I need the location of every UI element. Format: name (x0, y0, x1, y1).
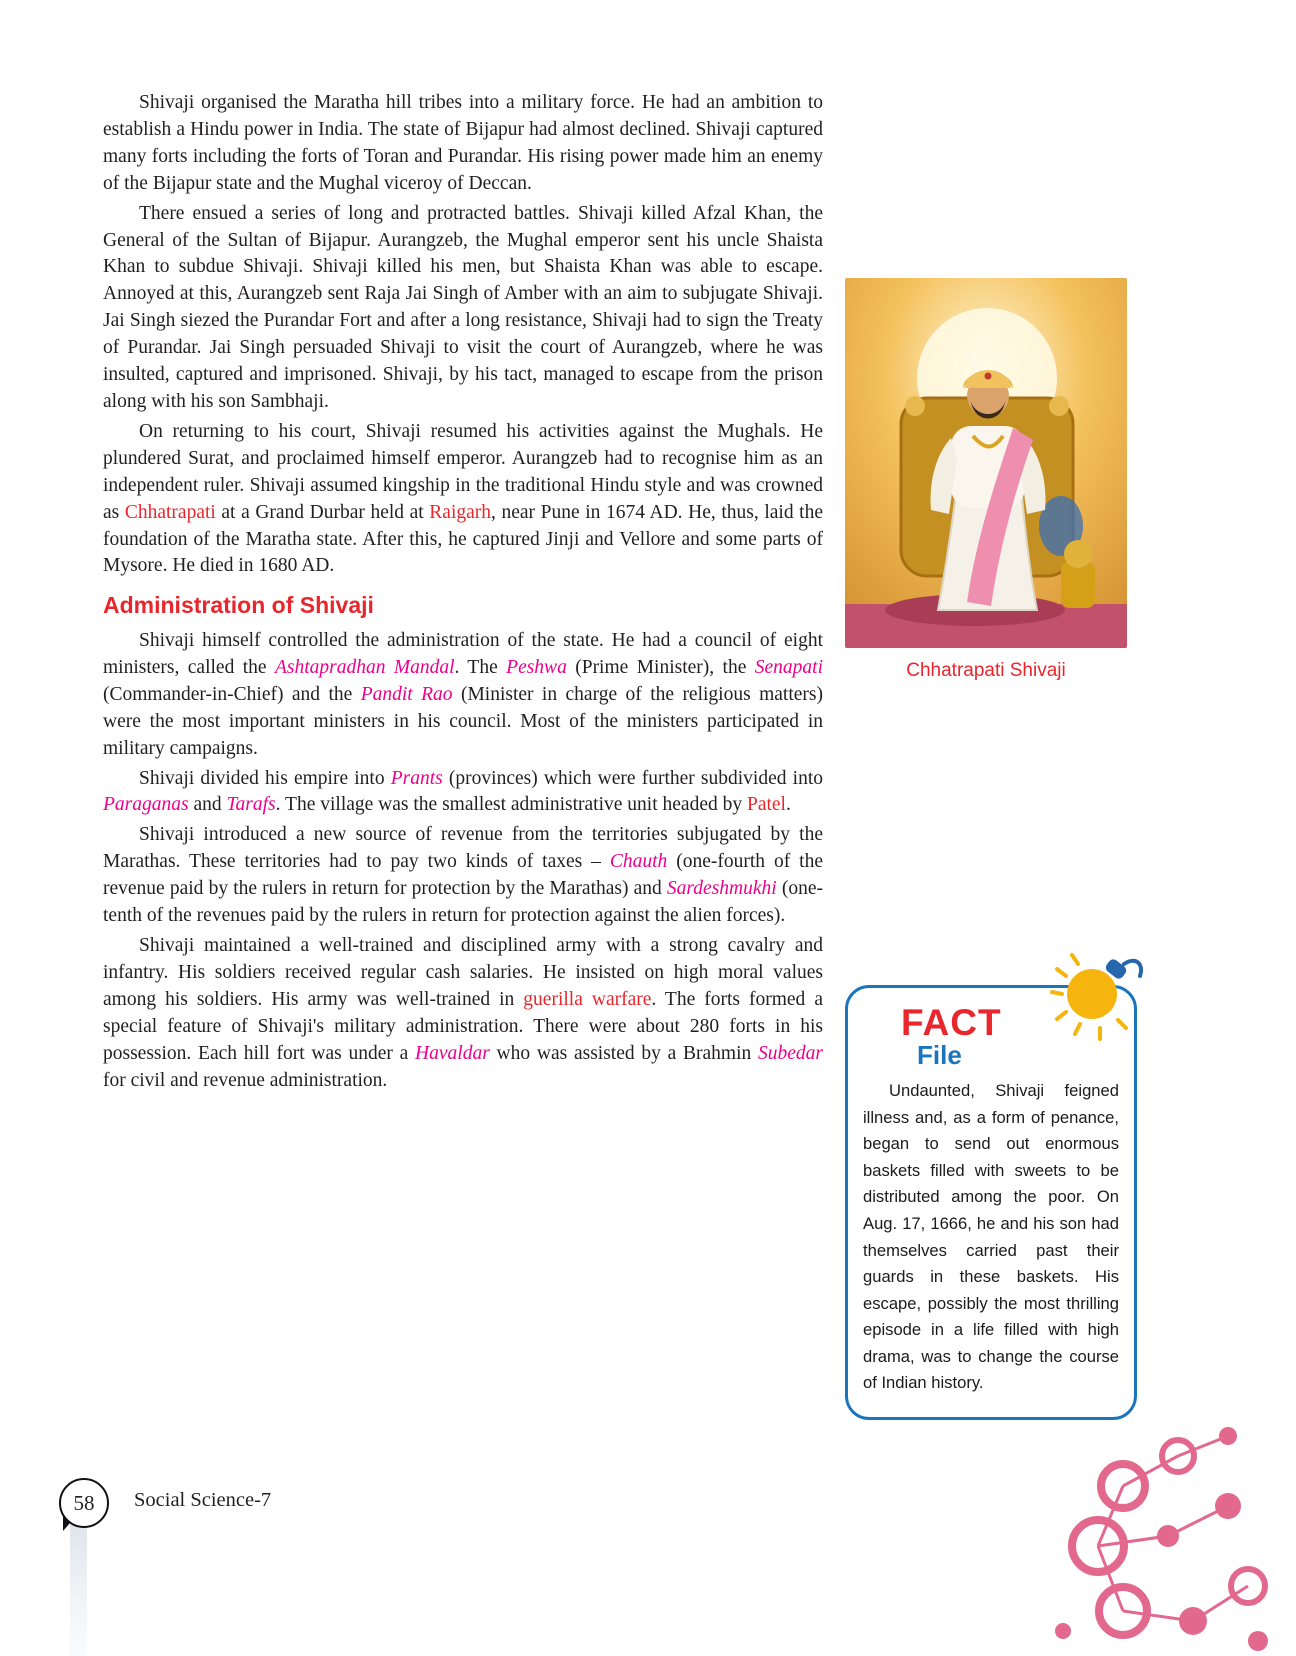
keyword-term: Prants (390, 767, 443, 789)
file-title-word: File (917, 1039, 962, 1070)
keyword-term: Raigarh (429, 501, 492, 523)
book-title-label: Social Science-7 (134, 1489, 272, 1511)
paragraph: Shivaji maintained a well-trained and disciplined army with a strong cavalry and infantry. His soldiers received regular cash salaries. He insisted on high moral values among his soldiers. His army was well-trained in guerilla warfare. The forts formed a special feature of Shivaji's military administration. There were about 280 forts in his possession. Each hill fort was under a Havaldar who was assisted by a Brahmin Subedar for civil and revenue administration. (103, 935, 823, 1091)
keyword-term: Havaldar (415, 1042, 490, 1064)
keyword-term: Tarafs (226, 794, 276, 816)
paragraph: There ensued a series of long and protracted battles. Shivaji killed Afzal Khan, the General of the Sultan of Bijapur. Aurangzeb, the Mughal emperor sent his uncle Shaista Khan to subdue Shivaji. Shivaji killed his men, but Shaista Khan was able to escape. Annoyed at this, Aurangzeb sent Raja Jai Singh of Amber with an aim to subjugate Shivaji. Jai Singh siezed the Purandar Fort and after a long resistance, Shivaji had to sign the Treaty of Purandar. Jai Singh persuaded Shivaji to visit the court of Aurangzeb, where he was insulted, captured and imprisoned. Shivaji, by his tact, managed to escape from the prison along with his son Sambhaji. (103, 202, 823, 412)
keyword-term: Chauth (609, 851, 668, 873)
fact-title-word: FACT (901, 1002, 1002, 1043)
shivaji-figure (845, 278, 1127, 682)
page-number-badge: 58 (59, 1478, 109, 1528)
fact-file-text: Undaunted, Shivaji feigned illness and, as a form of penance, began to send out enormous baskets filled with sweets to be distributed among the poor. On Aug. 17, 1666, he and his son had themselves carried past their guards in these baskets. His escape, possibly the most thrilling episode in a life filled with high drama, was to change the course of Indian history. (863, 1081, 1119, 1393)
keyword-term: Subedar (758, 1042, 823, 1064)
main-text (103, 90, 823, 1097)
paragraph: Shivaji divided his empire into Prants (provinces) which were further subdivided into Paraganas and Tarafs. The village was the smallest administrative unit headed by Patel. (103, 767, 823, 816)
fact-file-box (845, 985, 1137, 1420)
keyword-term: guerilla warfare (523, 988, 652, 1010)
keyword-term: Patel (746, 794, 786, 816)
molecule-decoration (1028, 1396, 1278, 1656)
fact-file-title (901, 1004, 1119, 1068)
keyword-term: Pandit Rao (360, 683, 453, 705)
paragraph: On returning to his court, Shivaji resumed his activities against the Mughals. He plundered Surat, and proclaimed himself emperor. Aurangzeb had to recognise him as an independent ruler. Shivaji assumed kingship in the traditional Hindu style and was crowned as Chhatrapati at a Grand Durbar held at Raigarh, near Pune in 1674 AD. He, thus, laid the foundation of the Maratha state. After this, he captured Jinji and Vellore and some parts of Mysore. He died in 1680 AD. (103, 420, 823, 577)
page-edge-stripe (70, 1524, 87, 1656)
paragraph: Shivaji himself controlled the administration of the state. He had a council of eight ministers, called the Ashtapradhan Mandal. The Peshwa (Prime Minister), the Senapati (Commander-in-Chief) and the Pandit Rao (Minister in charge of the religious matters) were the most important ministers in his council. Most of the ministers participated in military campaigns. (103, 630, 824, 759)
figure-caption: Chhatrapati Shivaji (906, 660, 1066, 681)
paragraph: Shivaji organised the Maratha hill tribes into a military force. He had an ambition to establish a Hindu power in India. The state of Bijapur had almost declined. Shivaji captured many forts including the forts of Toran and Purandar. His rising power made him an enemy of the Bijapur state and the Mughal viceroy of Deccan. (103, 92, 823, 194)
keyword-term: Ashtapradhan Mandal (274, 656, 455, 678)
keyword-term: Sardeshmukhi (666, 878, 777, 900)
keyword-term: Chhatrapati (124, 501, 216, 523)
keyword-term: Senapati (754, 656, 824, 678)
keyword-term: Peshwa (506, 656, 567, 678)
paragraph: Shivaji introduced a new source of revenue from the territories subjugated by the Marathas. These territories had to pay two kinds of taxes – Chauth (one-fourth of the revenue paid by the rulers in return for protection by the Marathas) and Sardeshmukhi (one-tenth of the revenues paid by the rulers in return for protection against the alien forces). (103, 824, 823, 927)
keyword-term: Paraganas (103, 794, 189, 816)
shivaji-portrait-image (845, 278, 1127, 648)
section-heading: Administration of Shivaji (103, 592, 374, 619)
